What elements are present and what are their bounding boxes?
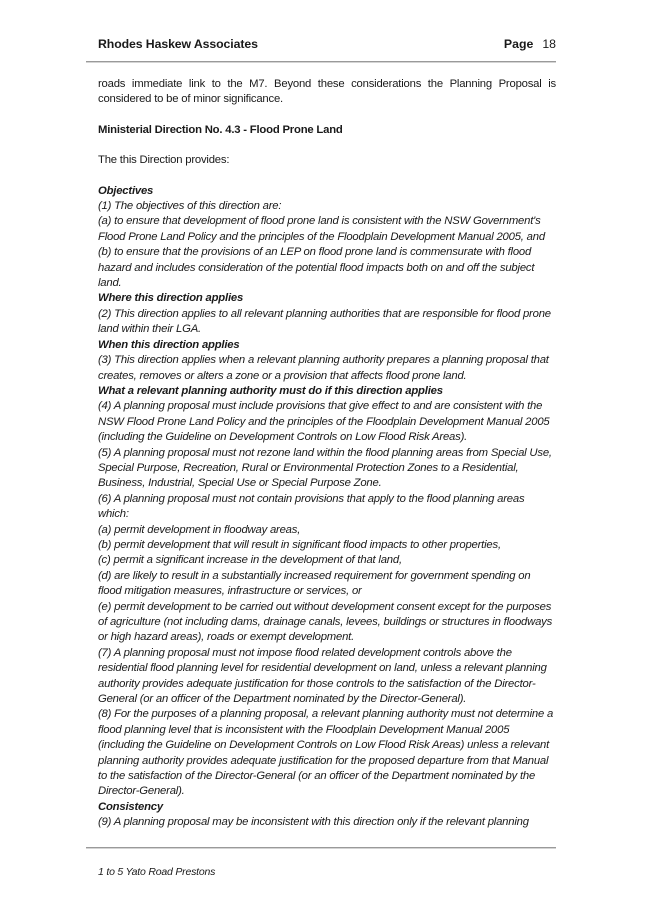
when-applies-heading: When this direction applies — [98, 338, 240, 351]
section-heading: Ministerial Direction No. 4.3 - Flood Prone Land — [98, 123, 343, 136]
clause-6: (6) A planning proposal must not contain provisions that apply to the flood planning areas which: — [98, 492, 525, 521]
consistency-heading: Consistency — [98, 800, 163, 813]
clause-6e: (e) permit development to be carried out without development consent except for the purposes of agriculture (not including dams, drainage canals, levees, buildings or structures in floodways or high hazard areas), roads or exempt development. — [98, 600, 553, 644]
intro-paragraph: roads immediate link to the M7. Beyond these considerations the Planning Proposal is considered to be of minor significance. — [98, 78, 556, 106]
what-must-do-heading: What a relevant planning authority must do if this direction applies — [98, 384, 443, 397]
clause-6b: (b) permit development that will result in significant flood impacts to other properties, — [98, 538, 501, 551]
clause-3: (3) This direction applies when a relevant planning authority prepares a planning proposal that creates, removes or alters a zone or a provision that affects flood prone land. — [98, 354, 549, 382]
objectives-heading: Objectives — [98, 184, 154, 197]
clause-8: (8) For the purposes of a planning proposal, a relevant planning authority must not determine a flood planning level that is inconsistent with the Floodplain Development Manual 2005 (including the Guideline on Development Controls on Low Flood Risk Areas) unless a relevant planning authority provides adequate justification for the proposed departure from that Manual to the satisfaction of the Director-General (or an officer of the Department nominated by the Director-General). — [98, 708, 554, 798]
page-footer: 1 to 5 Yato Road Prestons — [98, 866, 216, 878]
clause-1: (1) The objectives of this direction are: — [98, 200, 282, 213]
page-number — [504, 37, 556, 51]
clause-6d: (d) are likely to result in a substantially increased requirement for government spending on flood mitigation measures, infrastructure or services, or — [98, 569, 531, 598]
clause-1a: (a) to ensure that development of flood prone land is consistent with the NSW Government's Flood Prone Land Policy and the principles of the Floodplain Development Manual 2005, and — [98, 215, 545, 243]
clause-7: (7) A planning proposal must not impose flood related development controls above the residential flood planning level for residential development on land, unless a relevant planning authority provides adequate justification for those controls to the satisfaction of the Director-General (or an officer of the Department nominated by the Director-General). — [98, 646, 547, 706]
page-header — [98, 37, 556, 57]
where-applies-heading: Where this direction applies — [98, 292, 244, 305]
clause-9: (9) A planning proposal may be inconsistent with this direction only if the relevant planning — [98, 816, 529, 829]
clause-1b: (b) to ensure that the provisions of an LEP on flood prone land is commensurate with flood hazard and includes consideration of the potential flood impacts both on and off the subject land. — [98, 246, 535, 290]
page-label: Page — [503, 37, 534, 51]
footer-rule — [86, 847, 556, 848]
header-rule — [86, 61, 556, 62]
page-number-value: 18 — [542, 37, 556, 51]
provides-line: The this Direction provides: — [98, 154, 230, 167]
clause-6c: (c) permit a significant increase in the development of that land, — [98, 554, 402, 567]
clause-4: (4) A planning proposal must include provisions that give effect to and are consistent with the NSW Flood Prone Land Policy and the principles of the Floodplain Development Manual 2005 (including the Guideline on Development Controls on Low Flood Risk Areas). — [98, 400, 550, 444]
clause-5: (5) A planning proposal must not rezone land within the flood planning areas from Special Use, Special Purpose, Recreation, Rural or Environmental Protection Zones to a Residential, Business, Industrial, Special Use or Special Purpose Zone. — [98, 446, 552, 490]
page-body — [98, 77, 556, 831]
clause-2: (2) This direction applies to all relevant planning authorities that are responsible for flood prone land within their LGA. — [98, 307, 551, 336]
clause-6a: (a) permit development in floodway areas, — [98, 523, 301, 536]
company-name: Rhodes Haskew Associates — [98, 37, 258, 51]
